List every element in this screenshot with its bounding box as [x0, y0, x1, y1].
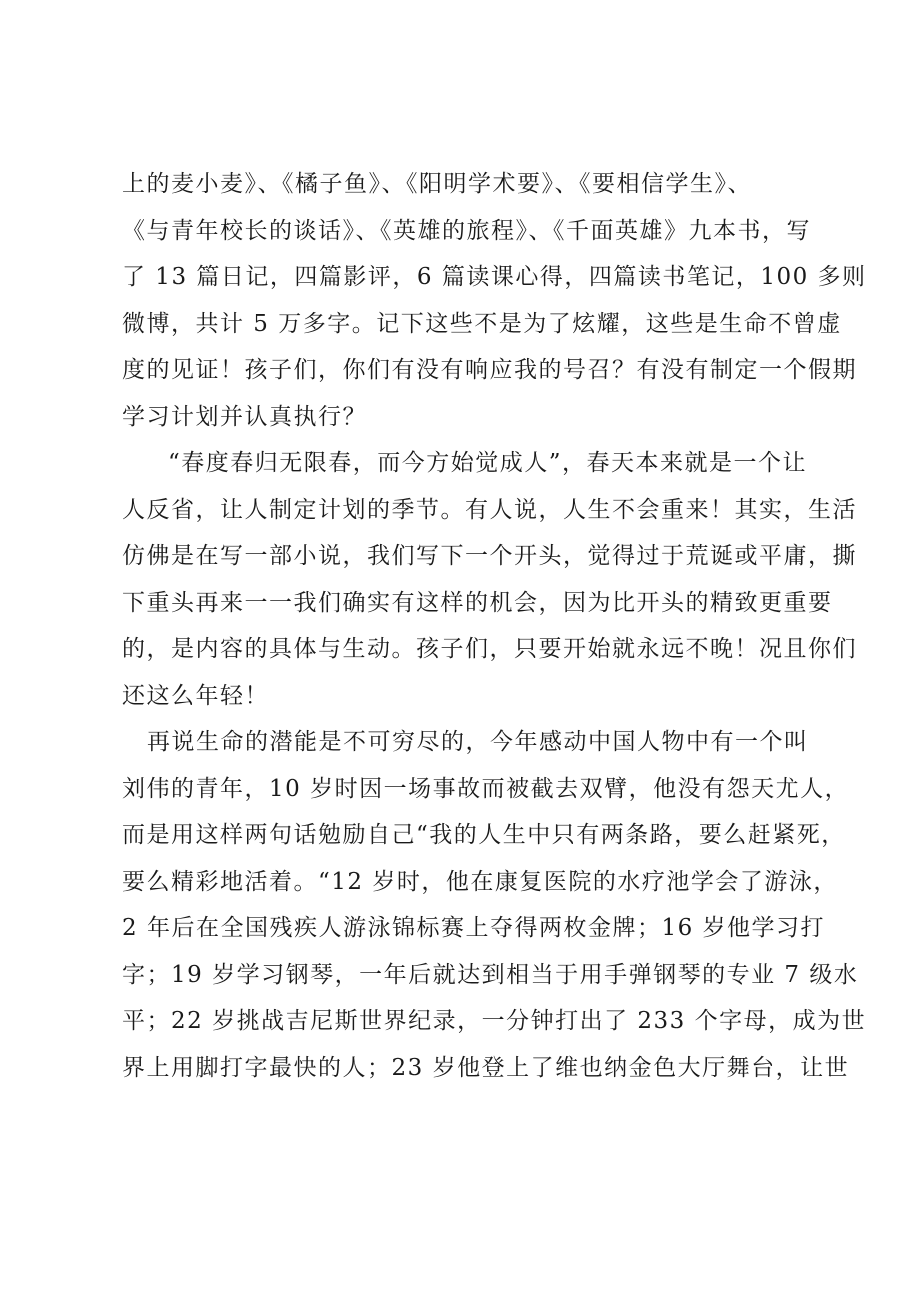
text-line: 《与青年校长的谈话》、《英雄的旅程》、《千面英雄》九本书，写 — [122, 217, 811, 244]
text-line: 上的麦小麦》、《橘子鱼》、《阳明学术要》、《要相信学生》、 — [122, 171, 752, 197]
paragraph-start-line: 再说生命的潜能是不可穷尽的，今年感动中国人物中有一个叫 — [147, 729, 809, 755]
text-line: 还这么年轻！ — [122, 682, 269, 709]
text-line: 字；19 岁学习钢琴，一年后就达到相当于用手弹钢琴的专业 7 级水 — [122, 961, 859, 988]
text-line: 学习计划并认真执行？ — [122, 403, 367, 430]
text-line: 界上用脚打字最快的人；23 岁他登上了维也纳金色大厅舞台，让世 — [122, 1054, 850, 1081]
text-line: 要么精彩地活着。“12 岁时，他在康复医院的水疗池学会了游泳， — [122, 868, 838, 895]
text-line: 的，是内容的具体与生动。孩子们，只要开始就永远不晚！况且你们 — [122, 636, 857, 662]
paragraph-start-line: “春度春归无限春，而今方始觉成人”，春天本来就是一个让 — [168, 450, 808, 476]
text-line: 人反省，让人制定计划的季节。有人说，人生不会重来！其实，生活 — [122, 496, 857, 523]
text-line: 而是用这样两句话勉励自己“我的人生中只有两条路，要么赶紧死， — [122, 822, 846, 848]
text-line: 度的见证！孩子们，你们有没有响应我的号召？有没有制定一个假期 — [122, 357, 857, 383]
text-line: 刘伟的青年，10 岁时因一场事故而被截去双臂，他没有怨天尤人， — [122, 775, 850, 802]
text-line: 平；22 岁挑战吉尼斯世界纪录，一分钟打出了 233 个字母，成为世 — [122, 1008, 867, 1034]
text-line: 了 13 篇日记，四篇影评，6 篇读课心得，四篇读书笔记，100 多则 — [122, 264, 867, 290]
text-line: 微博，共计 5 万多字。记下这些不是为了炫耀，这些是生命不曾虚 — [122, 310, 842, 337]
text-line: 下重头再来一一我们确实有这样的机会，因为比开头的精致更重要 — [122, 589, 833, 616]
text-line: 仿佛是在写一部小说，我们写下一个开头，觉得过于荒诞或平庸，撕 — [122, 543, 857, 569]
body-text — [122, 161, 867, 1091]
text-line: 2 年后在全国残疾人游泳锦标赛上夺得两枚金牌；16 岁他学习打 — [122, 915, 826, 941]
